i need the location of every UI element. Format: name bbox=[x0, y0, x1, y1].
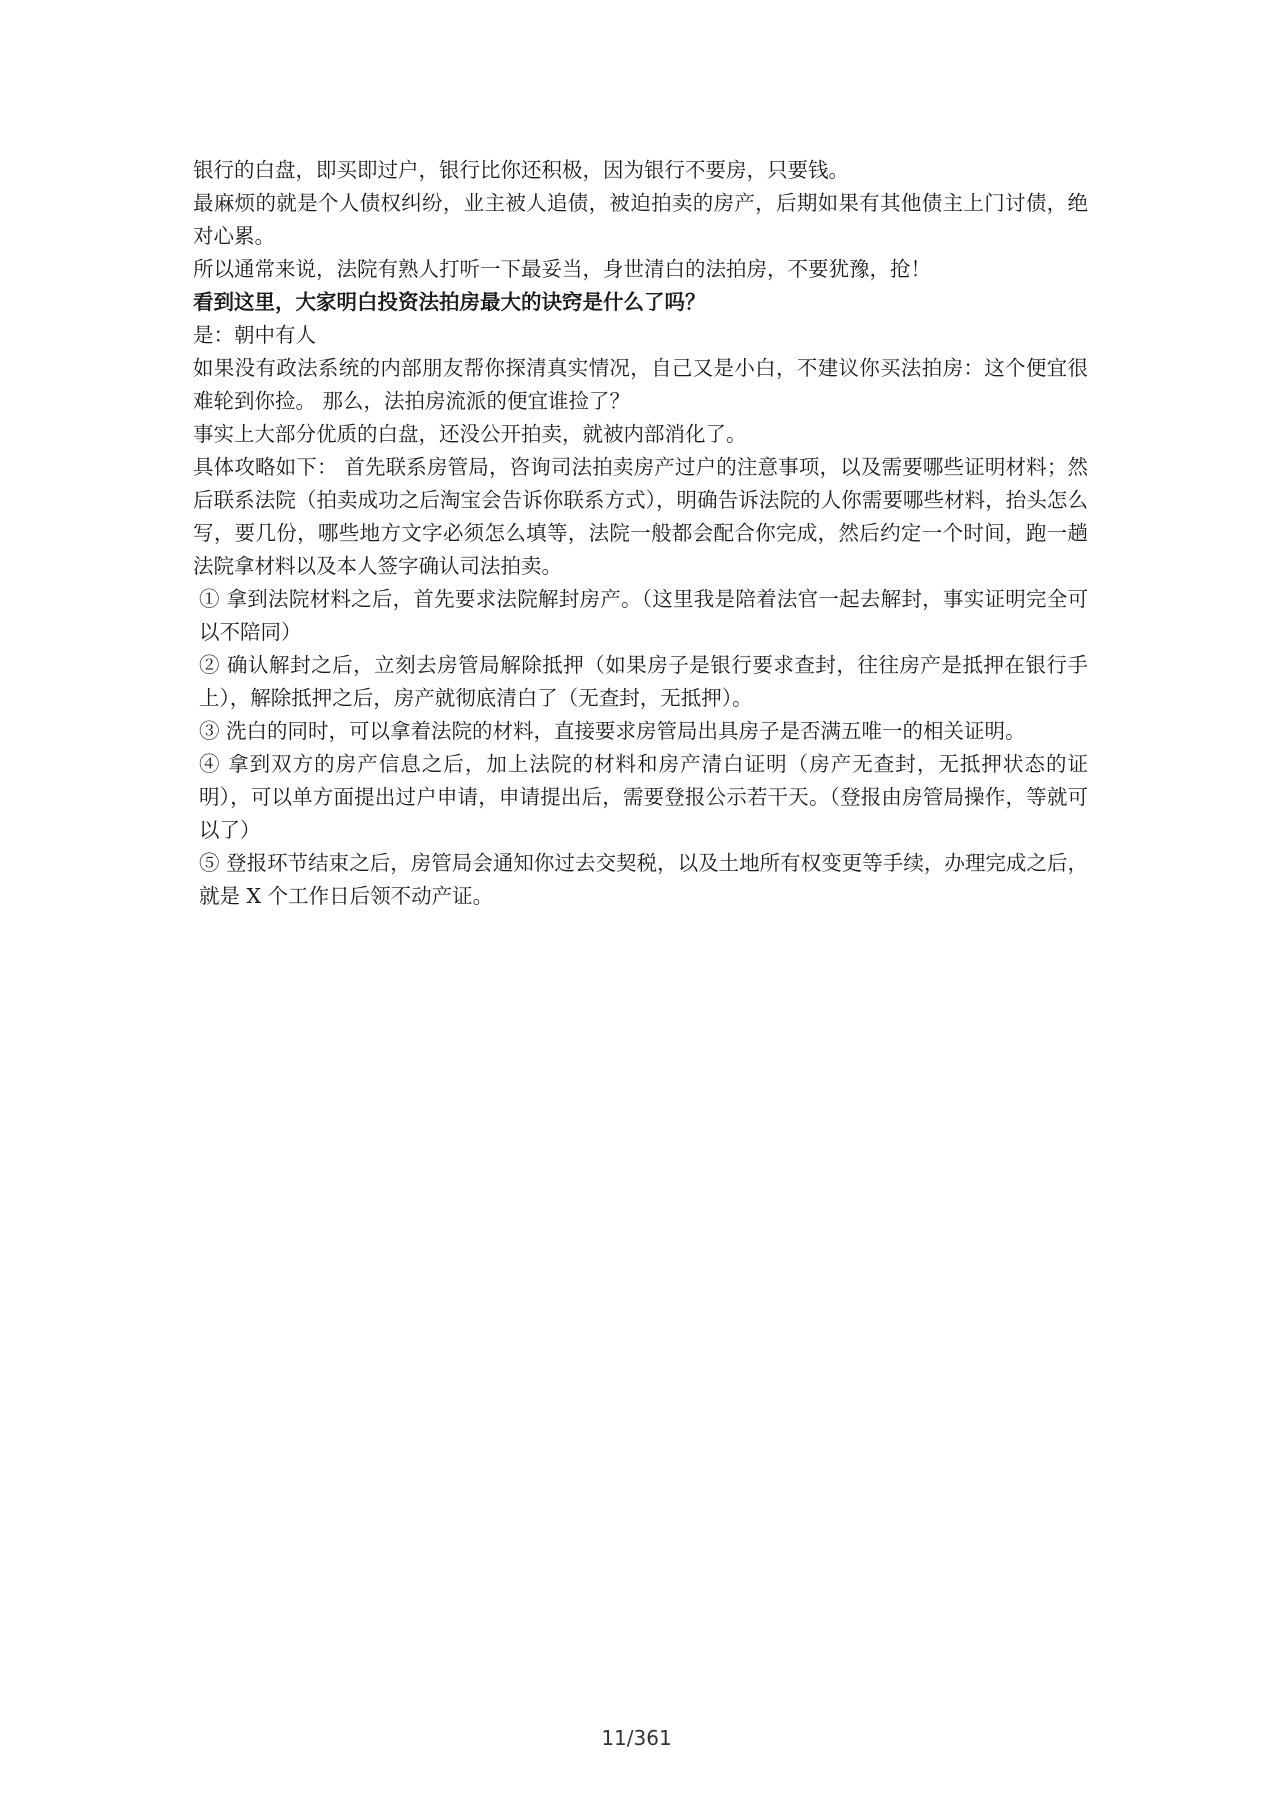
step-item: ② 确认解封之后，立刻去房管局解除抵押（如果房子是银行要求查封，往往房产是抵押在银行手上），解除抵押之后，房产就彻底清白了（无查封，无抵押）。 bbox=[199, 653, 1088, 710]
paragraph: 最麻烦的就是个人债权纠纷，业主被人追债，被迫拍卖的房产，后期如果有其他债主上门讨债，绝对心累。 bbox=[193, 191, 1088, 248]
paragraph: 所以通常来说，法院有熟人打听一下最妥当，身世清白的法拍房，不要犹豫，抢！ bbox=[193, 257, 931, 281]
document-body bbox=[193, 154, 1088, 913]
paragraph: 如果没有政法系统的内部朋友帮你探清真实情况，自己又是小白，不建议你买法拍房：这个便宜很难轮到你捡。 那么，法拍房流派的便宜谁捡了？ bbox=[193, 356, 1088, 413]
paragraph: 银行的白盘，即买即过户，银行比你还积极，因为银行不要房，只要钱。 bbox=[193, 158, 849, 182]
paragraph: 是：朝中有人 bbox=[193, 323, 316, 347]
paragraph: 事实上大部分优质的白盘，还没公开拍卖，就被内部消化了。 bbox=[193, 422, 747, 446]
step-item: ⑤ 登报环节结束之后，房管局会通知你过去交契税，以及土地所有权变更等手续，办理完成之后，就是 X 个工作日后领不动产证。 bbox=[199, 851, 1088, 908]
step-item: ④ 拿到双方的房产信息之后，加上法院的材料和房产清白证明（房产无查封，无抵押状态的证明），可以单方面提出过户申请，申请提出后，需要登报公示若干天。（登报由房管局操作，等就可以了） bbox=[199, 752, 1088, 842]
step-item: ③ 洗白的同时，可以拿着法院的材料，直接要求房管局出具房子是否满五唯一的相关证明。 bbox=[199, 719, 1026, 743]
step-item: ① 拿到法院材料之后，首先要求法院解封房产。（这里我是陪着法官一起去解封，事实证明完全可以不陪同） bbox=[199, 587, 1088, 644]
paragraph: 具体攻略如下： 首先联系房管局，咨询司法拍卖房产过户的注意事项，以及需要哪些证明材料；然后联系法院（拍卖成功之后淘宝会告诉你联系方式），明确告诉法院的人你需要哪些材料，抬头怎么写，要几份，哪些地方文字必须怎么填等，法院一般都会配合你完成，然后约定一个时间，跑一趟法院拿材料以及本人签字确认司法拍卖。 bbox=[193, 455, 1088, 578]
bold-question-heading: 看到这里，大家明白投资法拍房最大的诀窍是什么了吗？ bbox=[193, 290, 706, 314]
page-number: 11/361 bbox=[601, 1726, 672, 1750]
